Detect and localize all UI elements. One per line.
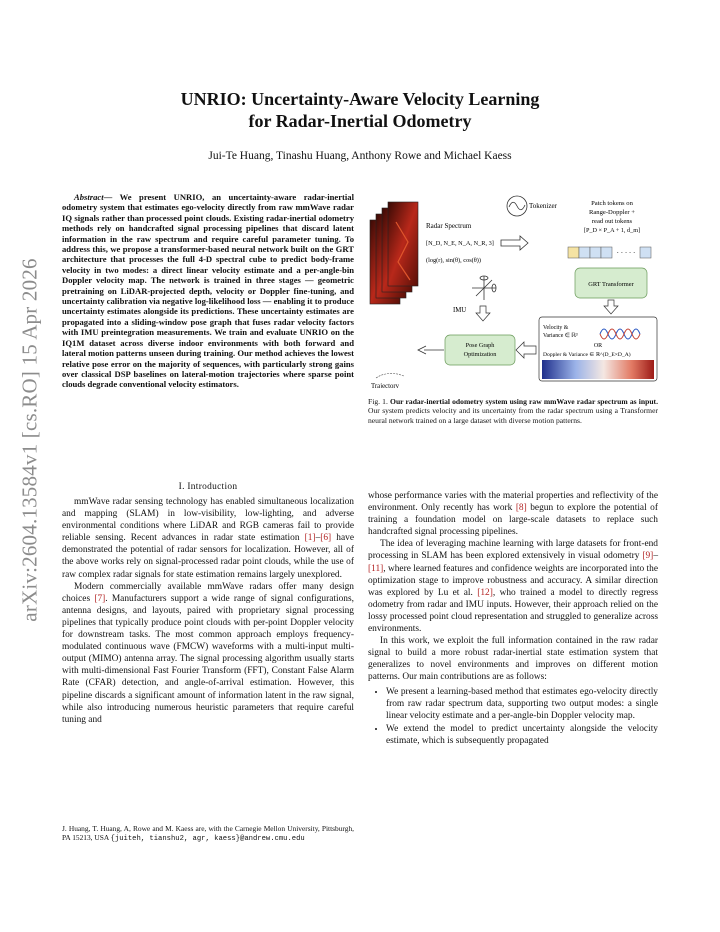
- pgo-line-1: Pose Graph: [465, 342, 495, 349]
- velocity-line-2: Variance ∈ ℝ³: [543, 333, 578, 339]
- imu-icon: [472, 276, 496, 300]
- citation-link[interactable]: [9]: [642, 551, 654, 562]
- abstract: [62, 192, 354, 390]
- radar-spectrum-stack: [370, 202, 418, 304]
- affiliation-footnote: J. Huang, T. Huang, A, Rowe and M. Kaess are, with the Carnegie Mellon University, Pittsburgh, PA 15213, USA {juiteh, tianshu2, agr, kaess}@andrew.cmu.edu: [62, 824, 354, 843]
- section-heading-introduction: I. Introduction: [178, 482, 238, 492]
- pgo-line-2: Optimization: [463, 351, 497, 358]
- intro-paragraph-4: The idea of leveraging machine learning with large datasets for front-end processing in SLAM has been explored extensively in visual odometry [9]–[11], where learned features and confidence weights are incorporated into the optimization stage to improve robustness and accuracy. A similar direction was explored by Lu et al. [12], who trained a model to directly regress odometry from radar and IMU inputs. However, their approach relied on the lossy processed point cloud representation and struggled to generalize across environments.: [368, 539, 658, 635]
- intro-paragraph-5: In this work, we exploit the full information contained in the raw radar signal to build a more robust radar-inertial state estimation system that generalizes to novel environments and improves on different motion patterns. Our main contributions are as follows:: [368, 636, 658, 683]
- arrow-left-icon: [516, 342, 536, 358]
- pose-graph-box: [445, 335, 515, 365]
- doppler-map: [542, 360, 654, 379]
- intro-right-column: [368, 490, 658, 748]
- patch-tokens-line-4: [P_D × P_A + 1, d_m]: [583, 227, 641, 234]
- token-sequence: [568, 247, 651, 258]
- radar-spectrum-label: Radar Spectrum: [426, 222, 472, 230]
- abstract-label: Abstract: [74, 192, 104, 202]
- svg-text:· · · · ·: · · · · ·: [616, 249, 636, 257]
- citation-link[interactable]: [11]: [368, 563, 384, 574]
- tokenizer-label: Tokenizer: [529, 202, 557, 210]
- contributions-list: [368, 686, 658, 747]
- arrow-down-icon: [476, 306, 490, 321]
- grt-label: GRT Transformer: [588, 281, 634, 288]
- intro-paragraph-3: whose performance varies with the material properties and reflectivity of the environment. Only recently has work [8] begun to explore the potential of training a foundation model on large-scale datasets to replace such handcrafted signal processing pipelines.: [368, 491, 658, 538]
- list-item: • We extend the model to predict uncertainty alongside the velocity estimate, which is subsequently propagated: [386, 723, 658, 747]
- velocity-line-1: Velocity &: [543, 325, 569, 331]
- intro-paragraph-1: mmWave radar sensing technology has enabled simultaneous localization and mapping (SLAM) in low-visibility, low-lighting, and adverse environmental conditions where LiDAR and RGB cameras fail to provide reliable sensing. Recent advances in radar state estimation [1]–[6] have demonstrated the potential of radar sensors for localization. However, all of the above works rely on signal-processed radar point clouds, while the use of raw complex radar signals for state estimation remains largely unexplored.: [62, 497, 354, 580]
- citation-link[interactable]: [6]: [320, 533, 332, 544]
- trajectory-label: Trajectory: [371, 383, 400, 388]
- abstract-text: — We present UNRIO, an uncertainty-aware radar-inertial odometry system that estimates ego-velocity directly from raw mmWave radar IQ signals rather than processed point clouds. Existing radar-inertial odometry methods rely on handcrafted signal processing pipelines that discard latent information in the raw spectrum and require careful parameter tuning. To address this, we propose a transformer-based neural network built on the GRT architecture that processes the full 4-D spectral cube to predict body-frame velocity in two modes: a direct linear velocity estimate and a per-angle-bin Doppler velocity map. The network is trained in three stages — geometric pretraining on LiDAR-projected depth, velocity or Doppler fine-tuning, and uncertainty calibration via negative log-likelihood loss — enabling it to produce uncertainty estimates alongside its predictions. These uncertainty estimates are propagated into a sliding-window pose graph that fuses radar velocity factors with IMU preintegration measurements. We train and evaluate UNRIO on the IQ1M dataset across diverse indoor environments with both forward and lateral motion patterns unseen during training. Our method achieves the lowest relative pose error on the majority of sequences, with particularly strong gains over classical DSP baselines on lateral-motion trajectories where sparse point clouds degrade conventional velocity estimators.: [62, 192, 354, 390]
- intro-paragraph-2: Modern commercially available mmWave radars offer many design choices [7]. Manufacturers support a wide range of signal configurations, antenna designs, and layouts, paired with proprietary signal processing pipelines that typically produce point clouds with per-point Doppler velocity for downstream tasks. The most common approach employs frequency-modulated continuous wave (FMCW) waveforms with a multi-input multi-output (MIMO) antenna array. The signal processing algorithm usually starts with multi-dimensional Fast Fourier Transform (FFT), Constant False Alarm Rate (CFAR) detection, and angle-of-arrival estimation. However, this pipeline discards a significant amount of information latent in the raw signal, while also introducing numerous heuristic parameters that require careful tuning and: [62, 581, 354, 725]
- or-label: OR: [593, 343, 603, 349]
- intro-left-column: [62, 496, 354, 726]
- imu-label: IMU: [453, 307, 467, 314]
- patch-tokens-line-2: Range-Doppler +: [588, 209, 636, 216]
- author-emails: {juiteh, tianshu2, agr, kaess}@andrew.cmu.edu: [110, 835, 305, 843]
- figure-caption: Fig. 1. Our radar-inertial odometry system using raw mmWave radar spectrum as input. Our system predicts velocity and its uncertainty from the radar spectrum using a Transformer neural network trained on a large dataset with diverse motion patterns.: [368, 397, 658, 425]
- author-list: Jui-Te Huang, Tinashu Huang, Anthony Rowe and Michael Kaess: [208, 150, 512, 162]
- arrow-right-icon: [501, 236, 528, 250]
- features-label: (log(r), sin(θ), cos(θ)): [426, 257, 481, 264]
- citation-link[interactable]: [1]: [304, 533, 316, 544]
- title-line-2: for Radar-Inertial Odometry: [248, 111, 472, 131]
- figure-1: [368, 192, 660, 388]
- citation-link[interactable]: [8]: [515, 503, 527, 514]
- dims-label: [N_D, N_E, N_A, N_R, 3]: [426, 240, 494, 247]
- title-line-1: UNRIO: Uncertainty-Aware Velocity Learning: [180, 89, 540, 109]
- arxiv-id: arXiv:2604.13584v1 [cs.RO] 15 Apr 2026: [17, 258, 42, 622]
- patch-tokens-line-1: Patch tokens on: [591, 200, 633, 207]
- arxiv-sidebar: [14, 250, 46, 630]
- citation-link[interactable]: [7]: [94, 593, 106, 604]
- list-item: • We present a learning-based method that estimates ego-velocity directly from raw radar spectrum data, supporting two output modes: a single linear velocity estimate and a per-angle-bin Doppler velocity map.: [386, 686, 658, 722]
- doppler-label: Doppler & Variance ∈ ℝ^(D_E×D_A): [543, 352, 631, 358]
- paper-title: [0, 88, 720, 132]
- citation-link[interactable]: [12]: [477, 587, 493, 598]
- patch-tokens-line-3: read out tokens: [591, 218, 633, 225]
- arrow-down-icon: [604, 300, 618, 314]
- system-diagram: [368, 192, 660, 388]
